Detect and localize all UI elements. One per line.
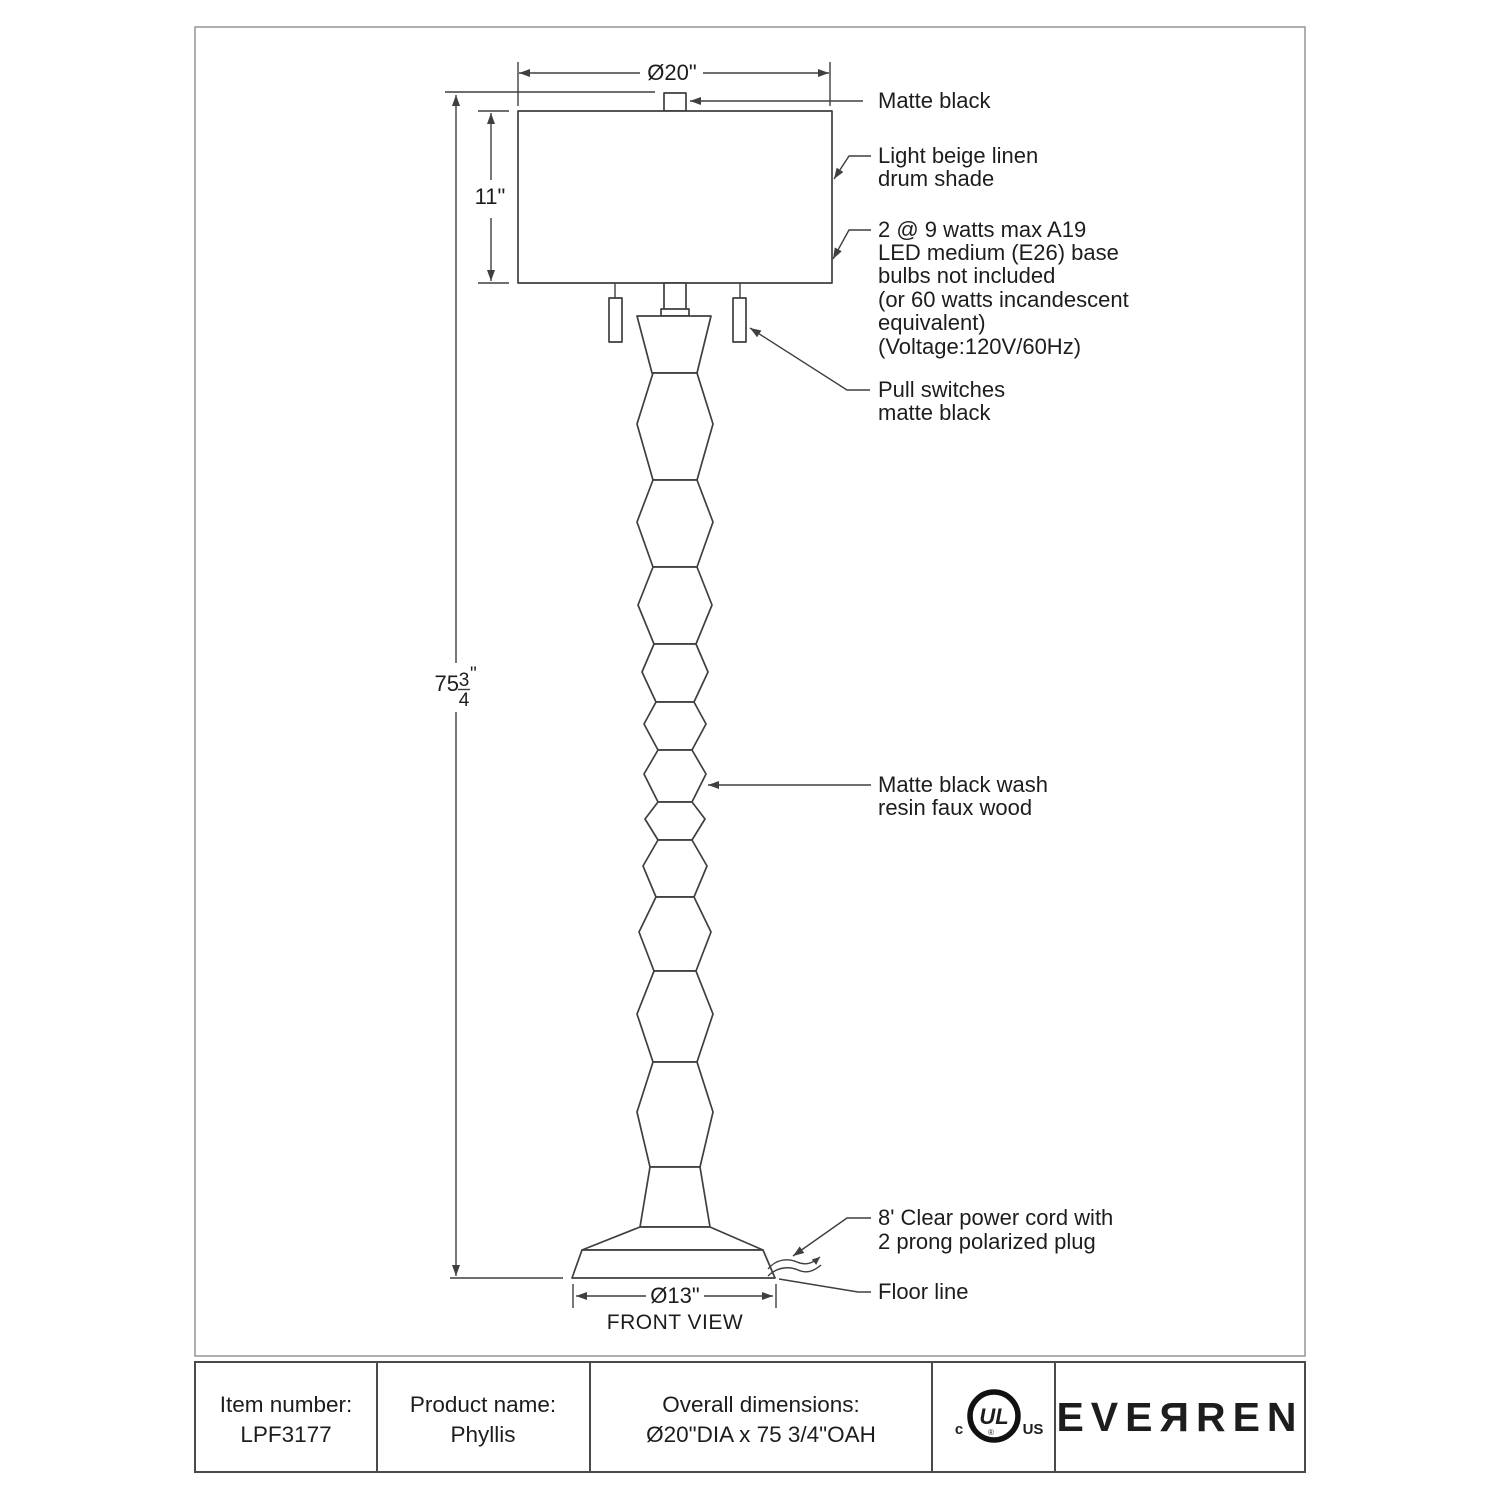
overall-height-frac-den: 4 [458,690,470,711]
front-view-label: FRONT VIEW [606,1311,744,1334]
dim-base-diameter [573,1283,776,1308]
callout-finial [690,88,991,113]
callout-column [708,772,1048,820]
product-name-label: Product name: [409,1392,557,1417]
power-cord-squiggle [768,1257,821,1276]
svg-text:2 @ 9 watts max A19: 2 @ 9 watts max A19 [878,217,1087,242]
cone [637,316,711,373]
svg-text:8' Clear power cord with: 8' Clear power cord with [878,1205,1114,1230]
lamp-drawing [518,93,832,1278]
bead [637,1062,713,1167]
svg-text:resin faux wood: resin faux wood [878,795,1033,820]
product-name-value: Phyllis [450,1422,516,1447]
base-diameter-label: Ø13" [650,1283,700,1308]
svg-text:Matte black: Matte black [878,88,991,113]
product-name-cell [410,1392,556,1447]
collar [661,309,689,316]
bead [644,750,706,802]
callout-bulbs [833,217,1129,359]
bead [645,802,705,840]
ul-letters: UL [979,1404,1009,1429]
svg-text:matte black: matte black [878,400,991,425]
ul-us-mark: US [1022,1421,1044,1438]
bead [639,897,711,971]
svg-text:Floor line: Floor line [878,1279,969,1304]
item-number-value: LPF3177 [240,1422,332,1447]
stem [640,1167,710,1227]
neck [664,283,686,310]
finial [664,93,686,111]
pull-switch-right [733,283,746,342]
shade-height-label: 11" [474,184,506,209]
bead [644,702,706,750]
callout-shade [834,143,1038,191]
overall-height-frac-num: 3 [458,670,470,691]
svg-text:(or 60 watts incandescent: (or 60 watts incandescent [878,287,1129,312]
item-number-cell [220,1392,353,1447]
svg-text:drum shade: drum shade [878,166,995,191]
svg-text:LED medium (E26) base: LED medium (E26) base [878,240,1119,265]
bead [643,840,707,897]
lamp-column [637,283,713,1227]
svg-text:Pull switches: Pull switches [878,377,1006,402]
overall-dimensions-value: Ø20"DIA x 75 3/4"OAH [646,1422,876,1447]
bead [637,480,713,567]
svg-text:Matte black wash: Matte black wash [878,772,1048,797]
overall-height-whole: 75 [434,671,459,696]
item-number-label: Item number: [219,1392,353,1417]
ul-c-mark: c [954,1421,964,1438]
svg-text:bulbs not included: bulbs not included [878,263,1056,288]
shade-diameter-label: Ø20" [647,60,697,85]
lamp-base [572,1227,775,1278]
bead [642,644,708,702]
bead [637,373,713,480]
ul-certification-icon [955,1392,1044,1440]
bead [638,567,712,644]
pull-switch-left [609,283,622,342]
svg-text:2 prong polarized plug: 2 prong polarized plug [878,1229,1096,1254]
svg-text:(Voltage:120V/60Hz): (Voltage:120V/60Hz) [878,334,1082,359]
dim-shade-height [475,111,509,283]
overall-dimensions-cell [646,1392,876,1447]
svg-text:Light beige linen: Light beige linen [878,143,1039,168]
bead [637,971,713,1062]
callout-cord [793,1205,1113,1256]
callout-floor-line [779,1279,968,1304]
ul-registered-mark: ® [988,1428,994,1437]
svg-text:equivalent): equivalent) [878,310,986,335]
overall-dimensions-label: Overall dimensions: [662,1392,860,1417]
brand-logo: EVEЯREN [1056,1394,1304,1440]
lampshade [518,111,832,283]
overall-height-unit: " [470,664,477,685]
spec-table [195,1362,1305,1472]
